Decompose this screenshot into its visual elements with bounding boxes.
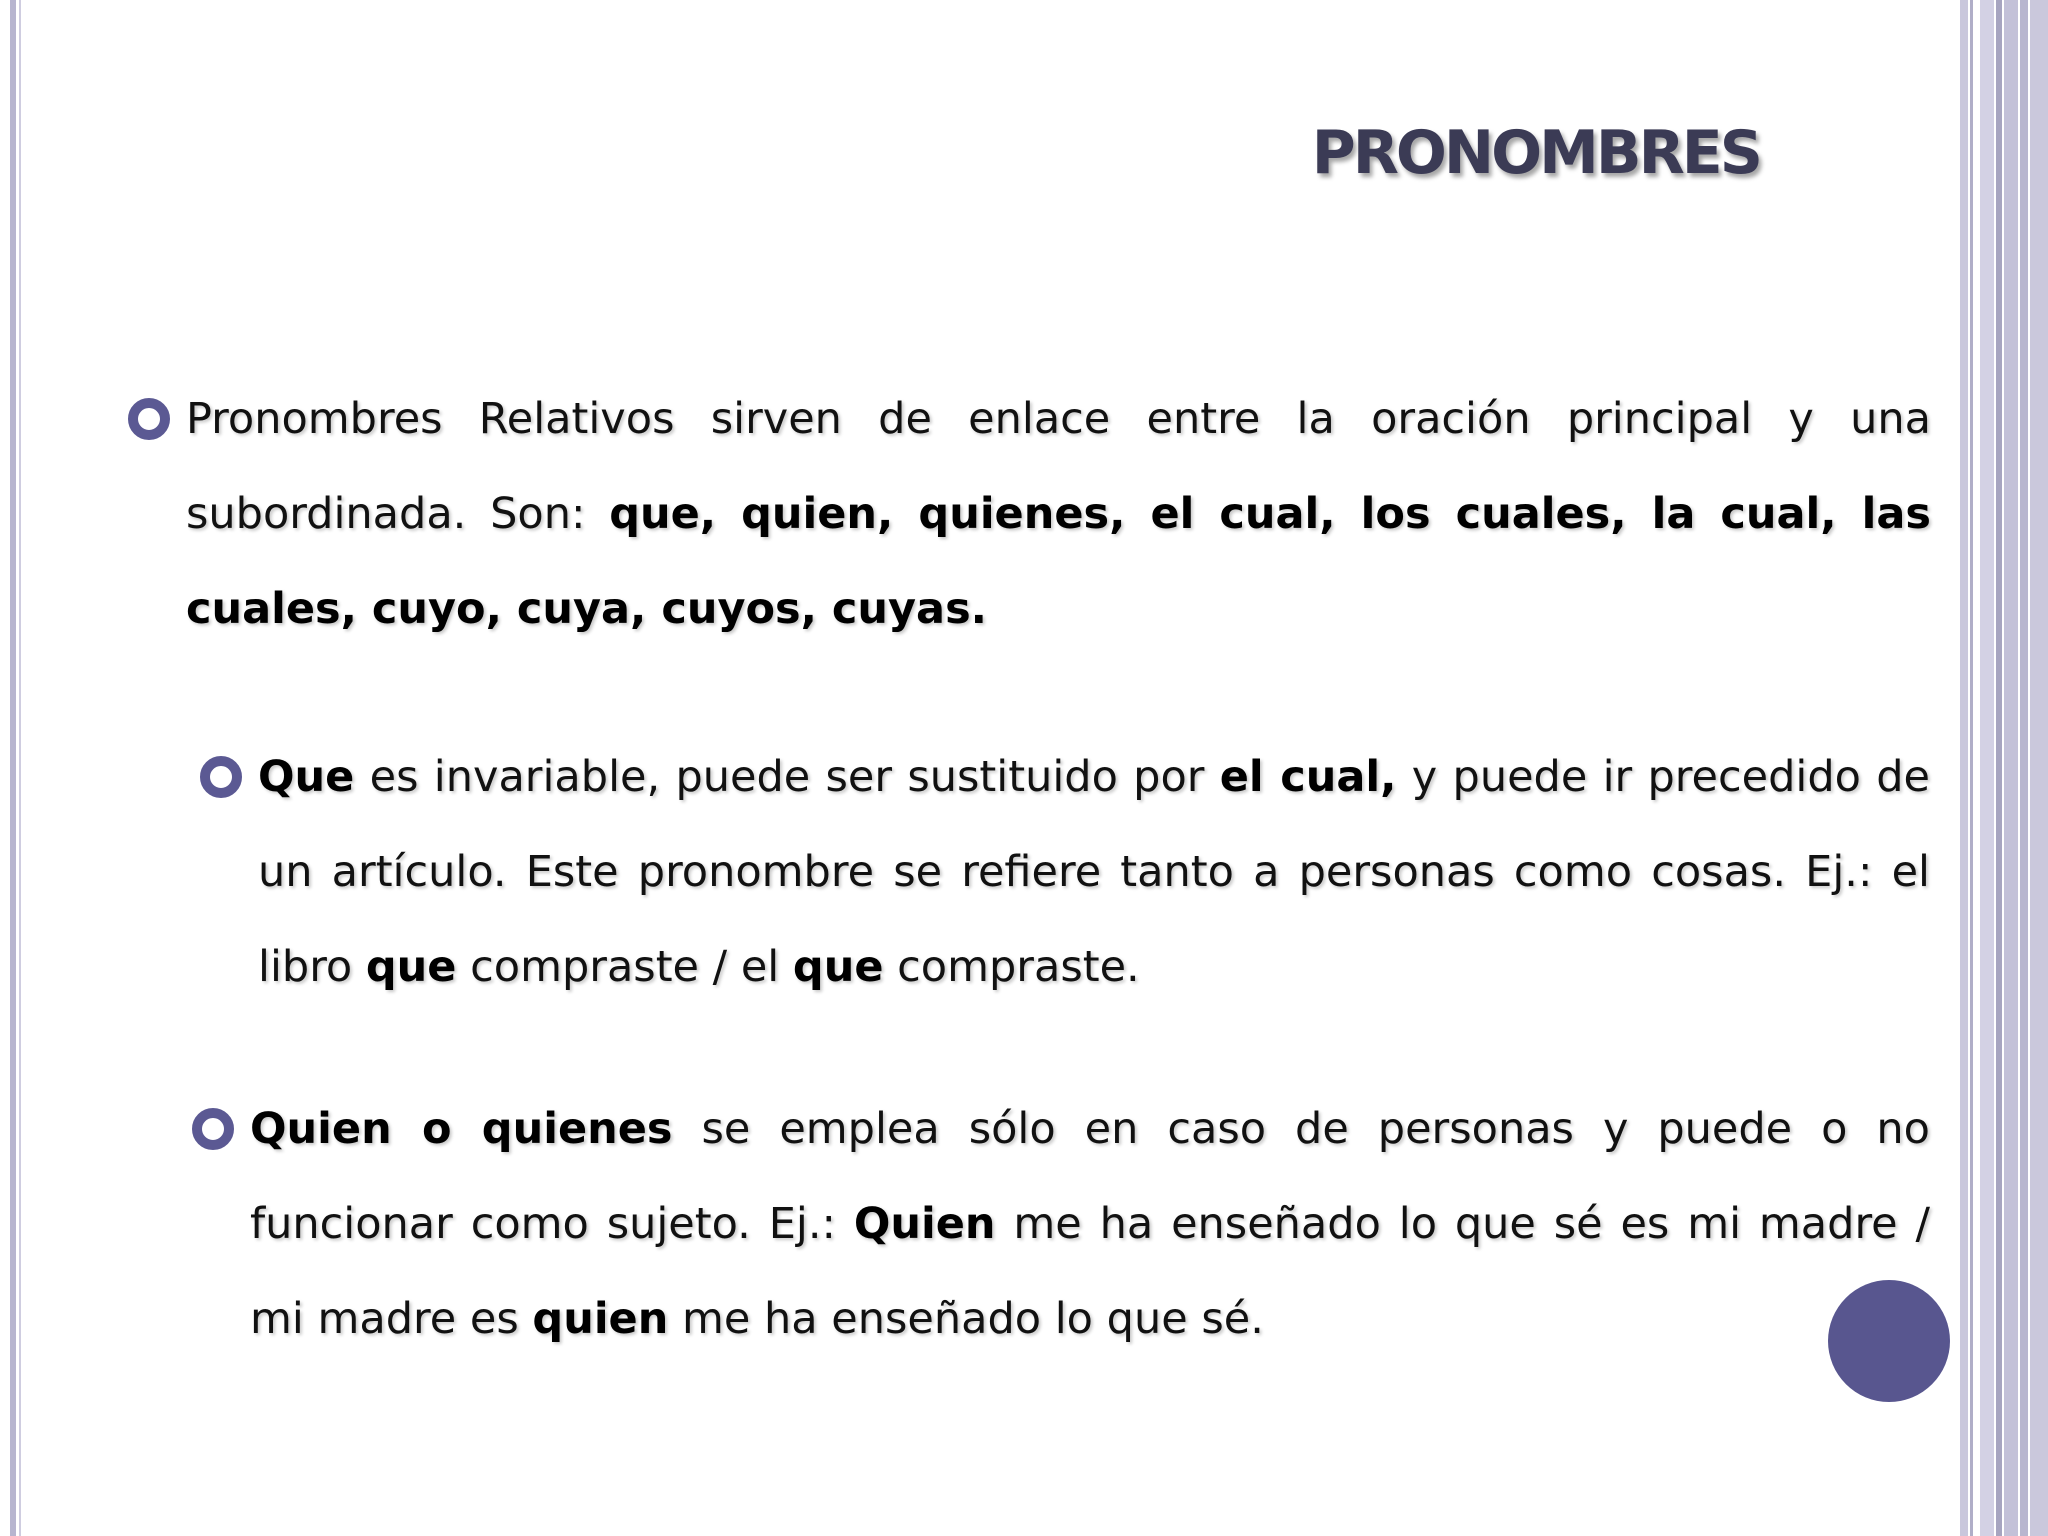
- bold-text-segment: quien: [532, 1294, 669, 1344]
- bold-text-segment: Quien: [853, 1199, 996, 1249]
- text-segment: y puede ir precedido de un artículo. Este pronombre se refiere tanto a personas como cosas. Ej.: el libro: [258, 752, 1930, 992]
- left-border-line: [10, 0, 16, 1536]
- bold-text-segment: el cual,: [1219, 752, 1397, 802]
- right-stripe: [2020, 0, 2028, 1536]
- text-segment: me ha enseñado lo que sé es mi madre / mi madre es: [250, 1199, 1930, 1344]
- ring-bullet-icon: [128, 398, 170, 440]
- right-stripe: [1996, 0, 2002, 1536]
- right-stripe: [2030, 0, 2048, 1536]
- slide-title: PRONOMBRES: [1311, 118, 1760, 188]
- text-segment: me ha enseñado lo que sé.: [668, 1294, 1264, 1344]
- decorative-circle: [1828, 1280, 1950, 1402]
- right-stripe: [1970, 0, 1973, 1536]
- bold-text-segment: Que: [258, 752, 355, 802]
- text-segment: se emplea sólo en caso de personas y puede o no funcionar como sujeto. Ej.:: [250, 1104, 1930, 1249]
- bullet-que: [258, 730, 1930, 1015]
- bullet-quien: [250, 1082, 1930, 1367]
- right-stripe: [2004, 0, 2018, 1536]
- bold-text-segment: que: [365, 942, 457, 992]
- ring-bullet-icon: [200, 756, 242, 798]
- text-segment: compraste.: [883, 942, 1140, 992]
- right-stripe: [1980, 0, 1994, 1536]
- left-border-line-inner: [19, 0, 21, 1536]
- bold-text-segment: que: [792, 942, 884, 992]
- bullet-relativos: [186, 372, 1931, 657]
- text-segment: Pronombres Relativos sirven de enlace entre la oración principal y una subordinada. Son:: [186, 394, 1931, 539]
- ring-bullet-icon: [192, 1108, 234, 1150]
- bold-text-segment: que, quien, quienes, el cual, los cuales, la cual, las cuales, cuyo, cuya, cuyos, cuyas.: [186, 489, 1931, 634]
- text-segment: compraste / el: [456, 942, 793, 992]
- right-stripe: [1960, 0, 1968, 1536]
- bold-text-segment: Quien o quienes: [250, 1104, 673, 1154]
- text-segment: es invariable, puede ser sustituido por: [354, 752, 1220, 802]
